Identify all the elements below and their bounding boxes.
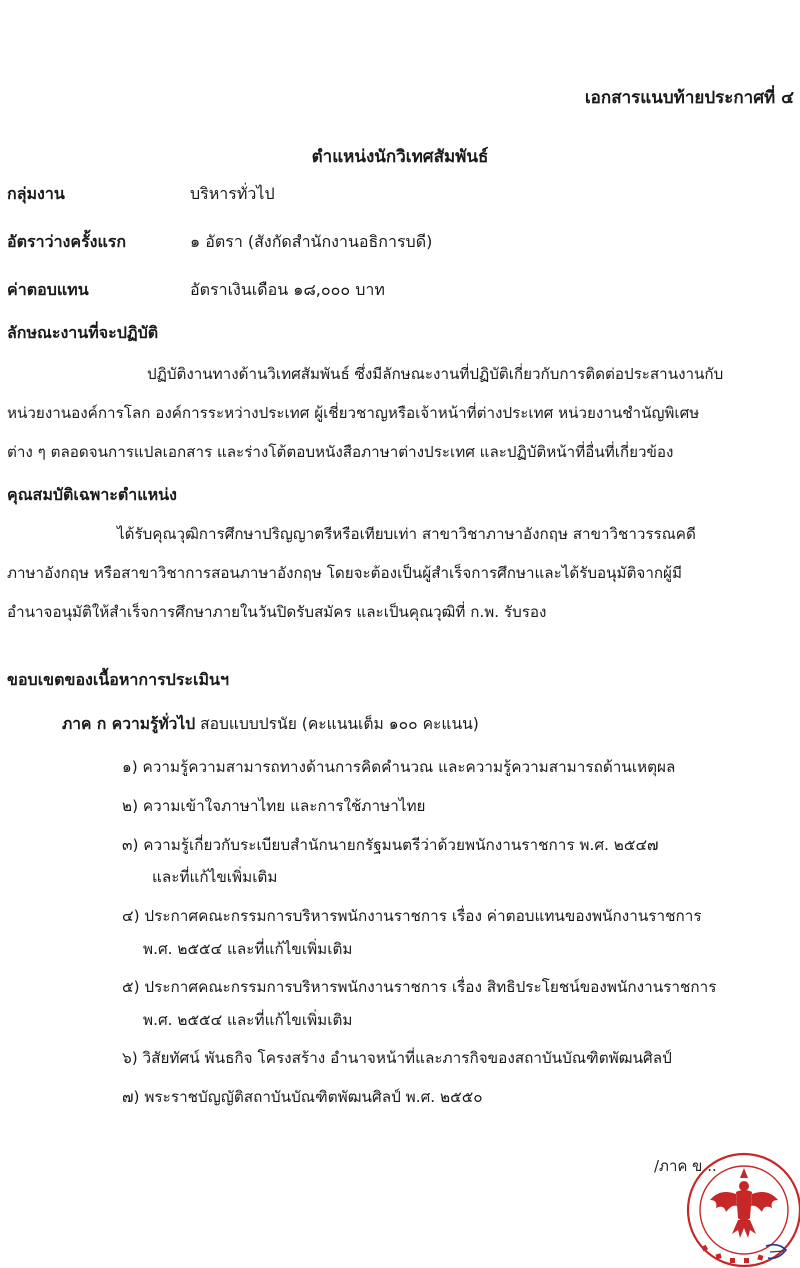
duties-heading: ลักษณะงานที่จะปฏิบัติ <box>7 323 159 342</box>
section-a-line <box>62 713 479 735</box>
section-a-note: สอบแบบปรนัย (คะแนนเต็ม ๑๐๐ คะแนน) <box>200 715 479 733</box>
scope-item: ๑) ความรู้ความสามารถทางด้านการคิดคำนวณ และความรู้ความสามารถด้านเหตุผล <box>122 758 676 776</box>
qualifications-heading: คุณสมบัติเฉพาะตำแหน่ง <box>7 485 177 504</box>
duties-line: ต่าง ๆ ตลอดจนการแปลเอกสาร และร่างโต้ตอบหนังสือภาษาต่างประเทศ และปฏิบัติหน้าที่อื่นที่เกี่ยวข้อง <box>7 443 674 461</box>
scope-item: ๒) ความเข้าใจภาษาไทย และการใช้ภาษาไทย <box>122 797 426 815</box>
scope-item: ๗) พระราชบัญญัติสถาบันบัณฑิตพัฒนศิลป์ พ.ศ. ๒๕๕๐ <box>122 1088 483 1106</box>
duties-line: ปฏิบัติงานทางด้านวิเทศสัมพันธ์ ซึ่งมีลักษณะงานที่ปฏิบัติเกี่ยวกับการติดต่อประสานงานกับ <box>147 365 724 383</box>
scope-item: ๔) ประกาศคณะกรรมการบริหารพนักงานราชการ เรื่อง ค่าตอบแทนของพนักงานราชการ <box>122 907 702 925</box>
info-value-salary: อัตราเงินเดือน ๑๘,๐๐๐ บาท <box>190 280 385 299</box>
scope-item: ๓) ความรู้เกี่ยวกับระเบียบสำนักนายกรัฐมนตรีว่าด้วยพนักงานราชการ พ.ศ. ๒๕๔๗ <box>122 836 659 854</box>
scope-item-continuation: และที่แก้ไขเพิ่มเติม <box>152 868 278 886</box>
info-label-group: กลุ่มงาน <box>7 184 65 203</box>
scope-item-continuation: พ.ศ. ๒๕๕๔ และที่แก้ไขเพิ่มเติม <box>143 1011 353 1029</box>
scope-item: ๖) วิสัยทัศน์ พันธกิจ โครงสร้าง อำนาจหน้าที่และภารกิจของสถาบันบัณฑิตพัฒนศิลป์ <box>122 1049 672 1067</box>
qualifications-line: อำนาจอนุมัติให้สำเร็จการศึกษาภายในวันปิดรับสมัคร และเป็นคุณวุฒิที่ ก.พ. รับรอง <box>7 603 547 621</box>
qualifications-line: ภาษาอังกฤษ หรือสาขาวิชาการสอนภาษาอังกฤษ โดยจะต้องเป็นผู้สำเร็จการศึกษาและได้รับอนุมัติจากผู้มี <box>7 564 682 582</box>
qualifications-line: ได้รับคุณวุฒิการศึกษาปริญญาตรีหรือเทียบเท่า สาขาวิชาภาษาอังกฤษ สาขาวิชาวรรณคดี <box>117 525 696 543</box>
scope-item: ๕) ประกาศคณะกรรมการบริหารพนักงานราชการ เรื่อง สิทธิประโยชน์ของพนักงานราชการ <box>122 978 717 996</box>
scope-heading: ขอบเขตของเนื้อหาการประเมินฯ <box>7 670 229 689</box>
duties-line: หน่วยงานองค์การโลก องค์การระหว่างประเทศ ผู้เชี่ยวชาญหรือเจ้าหน้าที่ต่างประเทศ หน่วยงานชำนัญพิเศษ <box>7 404 700 422</box>
continued-next-page: /ภาค ข... <box>654 1157 717 1175</box>
info-label-vacancy: อัตราว่างครั้งแรก <box>7 232 127 251</box>
info-value-group: บริหารทั่วไป <box>190 184 275 203</box>
page-title: ตำแหน่งนักวิเทศสัมพันธ์ <box>311 147 489 167</box>
document-reference: เอกสารแนบท้ายประกาศที่ ๔ <box>584 88 794 108</box>
garuda-seal-icon <box>682 1150 800 1268</box>
info-value-vacancy: ๑ อัตรา (สังกัดสำนักงานอธิการบดี) <box>190 232 433 251</box>
scope-item-continuation: พ.ศ. ๒๕๕๔ และที่แก้ไขเพิ่มเติม <box>143 940 353 958</box>
info-label-salary: ค่าตอบแทน <box>7 280 89 299</box>
section-a-title: ภาค ก ความรู้ทั่วไป <box>62 715 196 733</box>
